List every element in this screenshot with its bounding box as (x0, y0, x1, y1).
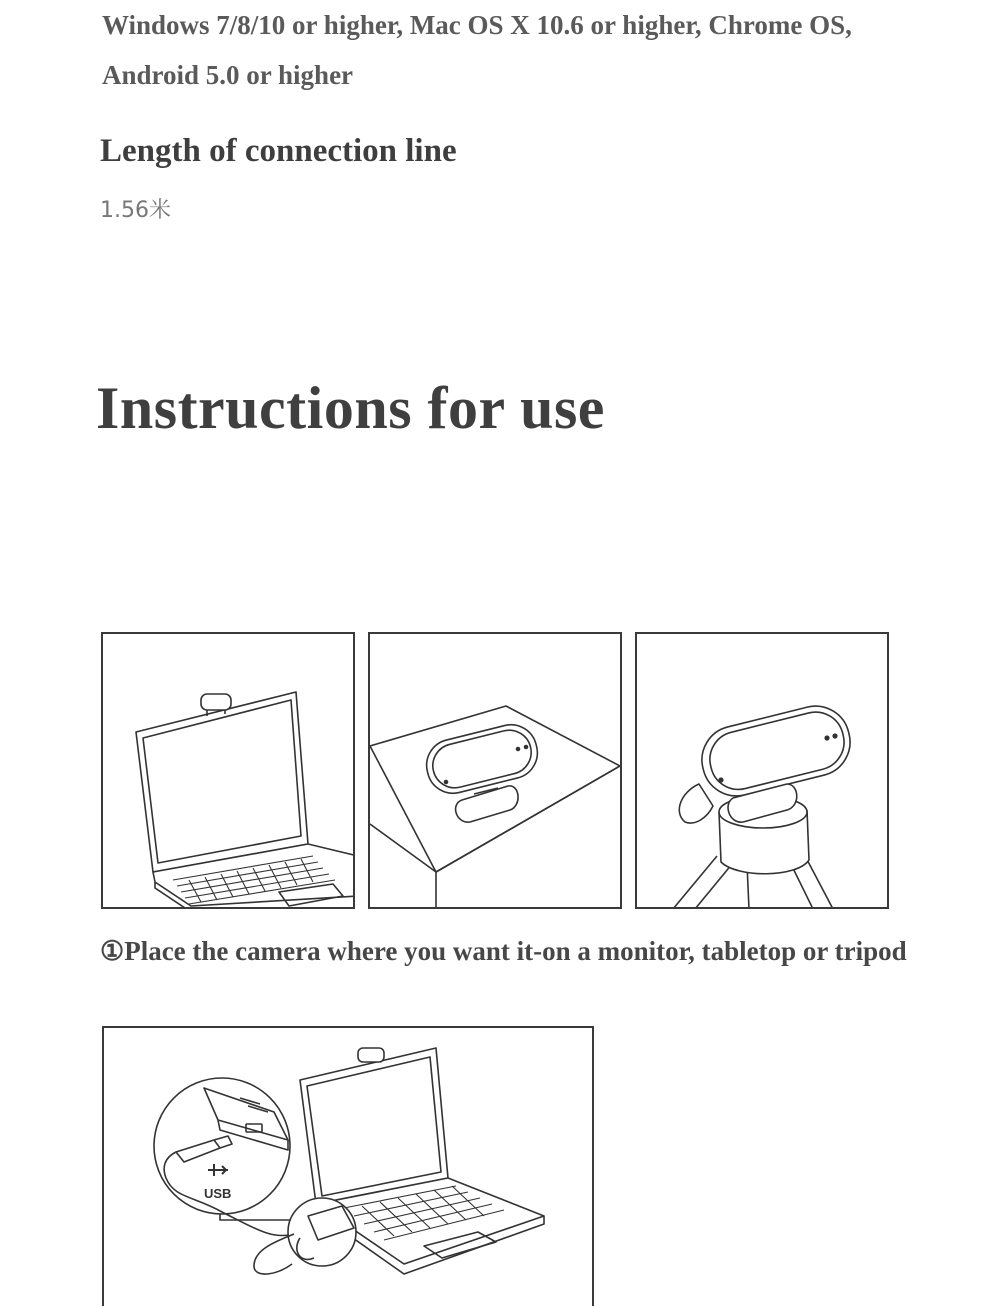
camera-on-monitor-illustration (101, 632, 355, 909)
step-1-instruction: ①Place the camera where you want it-on a monitor, tabletop or tripod (100, 936, 907, 966)
system-requirements-line-2: Android 5.0 or higher (102, 60, 354, 90)
connection-line-value: 1.56米 (100, 198, 171, 223)
camera-on-tripod-illustration (635, 632, 889, 909)
camera-on-tabletop-illustration (368, 632, 622, 909)
connection-line-heading: Length of connection line (100, 133, 457, 169)
usb-label: USB (204, 1186, 232, 1201)
system-requirements-line-1: Windows 7/8/10 or higher, Mac OS X 10.6 or higher, Chrome OS, (102, 10, 852, 40)
instructions-heading: Instructions for use (96, 375, 605, 441)
usb-connection-illustration (102, 1026, 594, 1306)
